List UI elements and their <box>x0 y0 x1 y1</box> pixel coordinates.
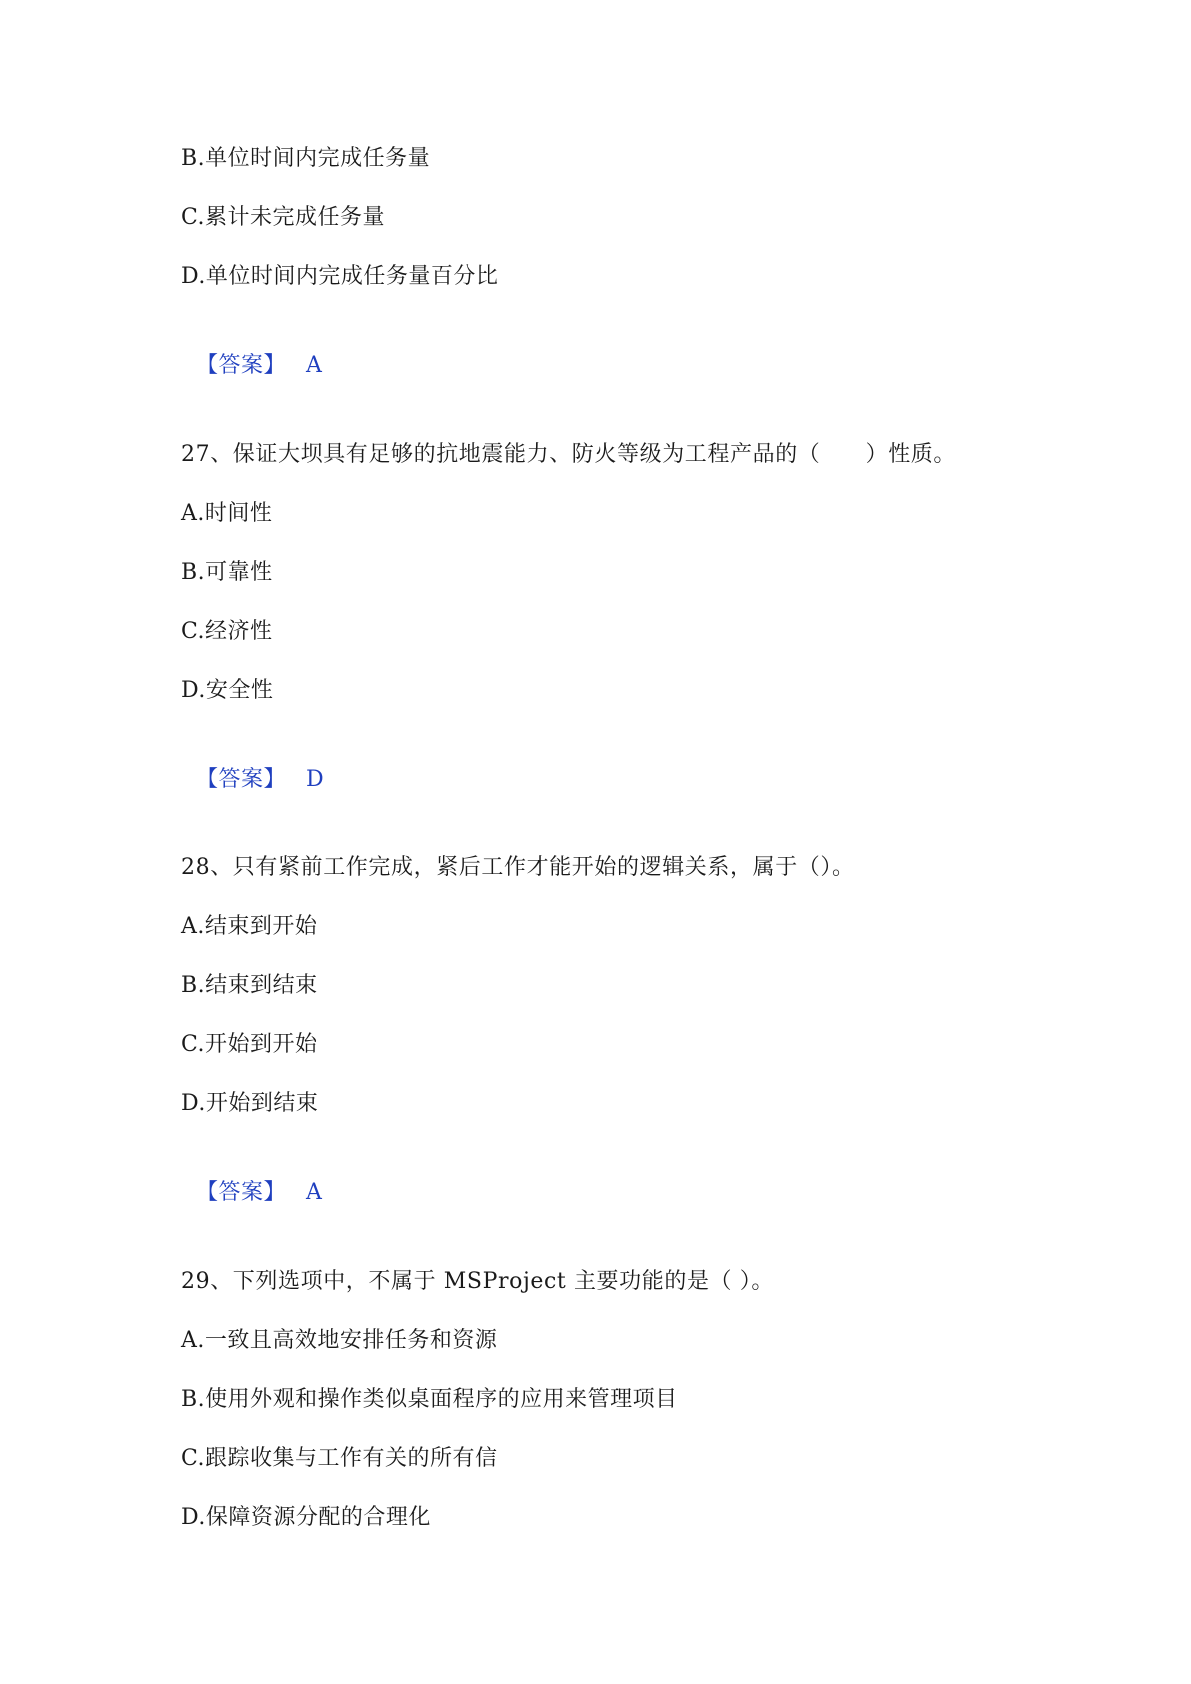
question-27: 27、保证大坝具有足够的抗地震能力、防火等级为工程产品的（ ）性质。 <box>181 442 956 467</box>
option-a: A.一致且高效地安排任务和资源 <box>181 1328 498 1353</box>
answer-line <box>181 321 322 381</box>
option-b: B.单位时间内完成任务量 <box>181 146 431 171</box>
option-d: D.开始到结束 <box>181 1091 319 1116</box>
option-c: C.经济性 <box>181 619 273 644</box>
option-c: C.跟踪收集与工作有关的所有信 <box>181 1446 498 1471</box>
option-c: C.累计未完成任务量 <box>181 205 386 230</box>
option-b: B.使用外观和操作类似桌面程序的应用来管理项目 <box>181 1387 678 1412</box>
answer-value: A <box>306 353 323 378</box>
option-d: D.安全性 <box>181 678 274 703</box>
question-28: 28、只有紧前工作完成，紧后工作才能开始的逻辑关系，属于（）。 <box>181 855 855 880</box>
answer-label: 【答案】 <box>196 1180 287 1205</box>
option-b: B.可靠性 <box>181 560 273 585</box>
question-29: 29、下列选项中，不属于 MSProject 主要功能的是（ ）。 <box>181 1269 774 1294</box>
option-a: A.时间性 <box>181 501 273 526</box>
answer-line <box>181 735 324 795</box>
answer-line <box>181 1148 322 1208</box>
option-a: A.结束到开始 <box>181 914 318 939</box>
answer-value: D <box>306 767 325 792</box>
answer-label: 【答案】 <box>196 767 287 792</box>
option-d: D.保障资源分配的合理化 <box>181 1505 431 1530</box>
answer-value: A <box>306 1180 323 1205</box>
option-c: C.开始到开始 <box>181 1032 318 1057</box>
answer-label: 【答案】 <box>196 353 287 378</box>
option-d: D.单位时间内完成任务量百分比 <box>181 264 499 289</box>
option-b: B.结束到结束 <box>181 973 318 998</box>
